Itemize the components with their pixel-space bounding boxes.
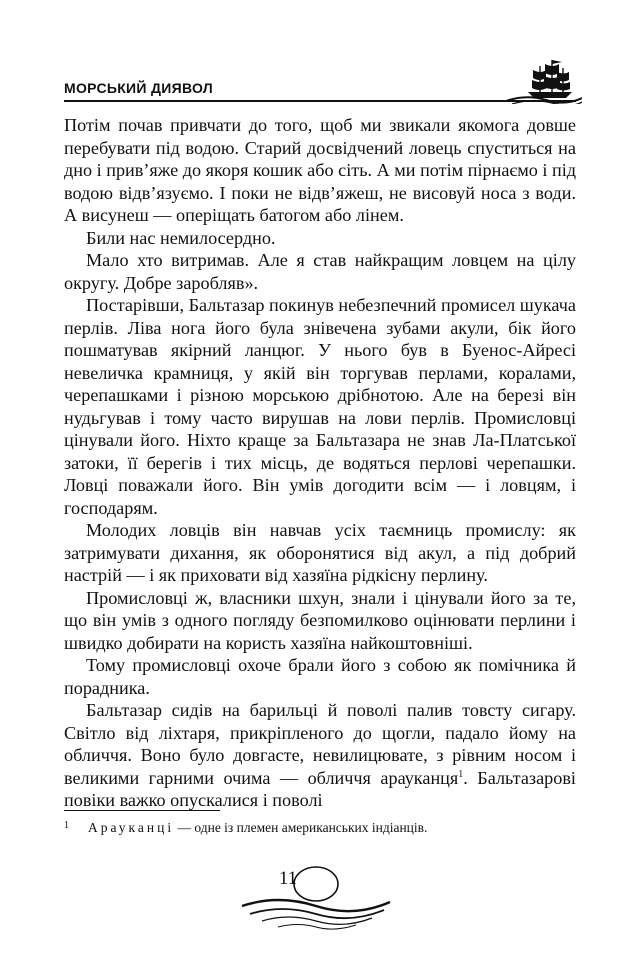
paragraph: Били нас немилосердно. [86, 227, 276, 248]
paragraph: Постарівши, Бальтазар покинув небезпечний промисел шукача перлів. Ліва нога його була знівечена зубами акули, бік його пошматував якірний ланцюг. У нього був в Буенос-Айресі невеличка крамниця, у якій він торгував перлами, коралами, черепашками і різною морською дрібнотою. Але на березі він нудьгував і тому часто вирушав на лови перлів. Промисловці цінували його. Ніхто краще за Бальтазара не знав Ла-Платської затоки, її берегів і тих місць, де водяться перлові черепашки. Ловці поважали його. Він умів догодити всім — і ловцям, і господарям. [64, 295, 576, 518]
footnote [64, 820, 576, 836]
sailing-ship-icon [506, 58, 582, 104]
running-title: МОРСЬКИЙ ДИЯВОЛ [64, 80, 213, 96]
paragraph: Молодих ловців він навчав усіх таємниць промислу: як затримувати дихання, як оборонятися від акул, а під добрий настрій — і як приховати від хазяїна рідкісну перлину. [64, 520, 576, 585]
footnote-reference[interactable]: 1 [458, 768, 464, 780]
header-rule [64, 100, 576, 102]
page-number: 11 [278, 868, 298, 889]
paragraph-text-continued: . Бальтазарові повіки важко опускалися і поволі [64, 767, 576, 810]
running-header [64, 58, 576, 104]
paragraph-text: Бальтазар сидів на барильці й поволі палив товсту сигару. Світло від ліхтаря, прикріпленого до щогли, падало йому на обличчя. Воно було довгасте, невилицювате, з рівним носом і великими гарними очима — обличчя арауканця [64, 700, 576, 788]
paragraph-last [64, 699, 576, 812]
wave-ornament [238, 862, 394, 930]
paragraph: Потім почав привчати до того, щоб ми звикали якомога довше перебувати під водою. Старий досвідчений ловець спуститься на дно і прив’яже до якоря кошик або сіть. А ми потім пірнаємо і під водою відв’язуємо. І поки не відв’яжеш, не висовуй носа з води. А висунеш — оперіщать батогом або лінем. [64, 115, 576, 225]
footnote-mark: 1 [64, 820, 69, 831]
footnote-text: — одне із племен американських індіанців. [174, 820, 428, 835]
footnote-term: Арауканці [88, 820, 175, 835]
paragraph: Промисловці ж, власники шхун, знали і цінували його за те, що він умів з одного погляду безпомилково оцінювати перлини і швидко добирати на користь хазяїна найкоштовніші. [64, 587, 576, 653]
paragraph: Тому промисловці охоче брали його з собою як помічника й порадника. [64, 655, 576, 698]
body-text [64, 114, 576, 812]
footnote-rule [64, 810, 220, 811]
paragraph: Мало хто витримав. Але я став найкращим ловцем на цілу округу. Добре заробляв». [64, 250, 576, 293]
